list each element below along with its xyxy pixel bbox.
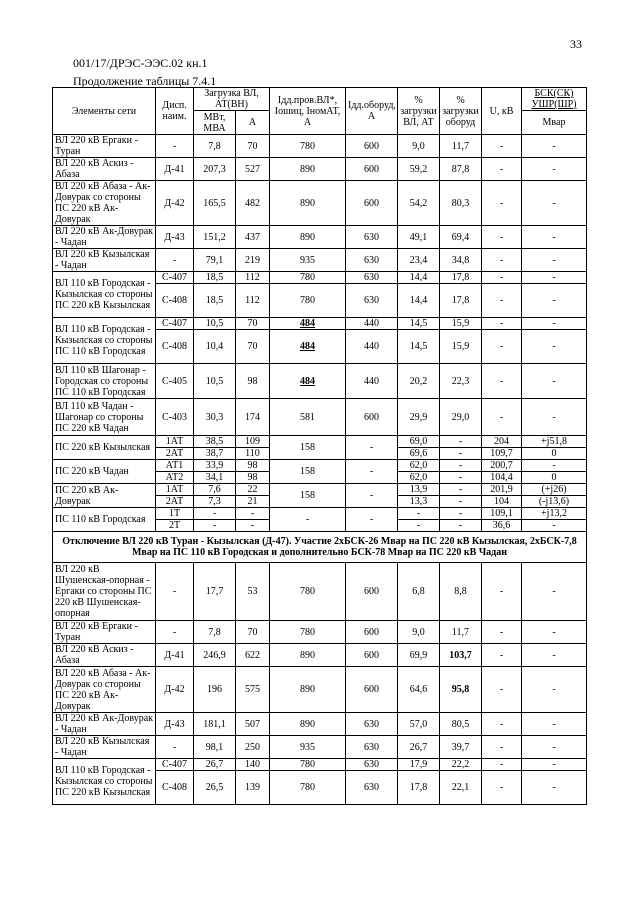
cell-mw: 38,7 bbox=[194, 448, 236, 460]
cell-mw: 7,8 bbox=[194, 621, 236, 644]
cell-element: ПС 110 кВ Городская bbox=[53, 508, 156, 532]
table-row bbox=[53, 759, 587, 771]
cell-mw: 38,5 bbox=[194, 436, 236, 448]
cell-disp: 2АТ bbox=[156, 496, 194, 508]
cell-a: 482 bbox=[236, 181, 270, 226]
cell-disp: 2АТ bbox=[156, 448, 194, 460]
cell-a: 527 bbox=[236, 158, 270, 181]
cell-voltage: - bbox=[482, 621, 522, 644]
cell-idd-prov: 780 bbox=[270, 272, 346, 284]
cell-idd-prov: 581 bbox=[270, 399, 346, 436]
cell-pct-oborud: - bbox=[440, 436, 482, 448]
cell-idd-prov: - bbox=[270, 508, 346, 532]
header-pct-oborud: % загрузки оборуд bbox=[440, 88, 482, 135]
header-disp: Дисп. наим. bbox=[156, 88, 194, 135]
cell-a: 174 bbox=[236, 399, 270, 436]
cell-element: ВЛ 220 кВ Абаза - Ак-Довурак со стороны ПС 220 кВ Ак-Довурак bbox=[53, 667, 156, 713]
cell-pct-vl: - bbox=[398, 520, 440, 532]
cell-element: ВЛ 220 кВ Абаза - Ак-Довурак со стороны ПС 220 кВ Ак-Довурак bbox=[53, 181, 156, 226]
cell-voltage: - bbox=[482, 759, 522, 771]
cell-a: 109 bbox=[236, 436, 270, 448]
cell-pct-oborud: 15,9 bbox=[440, 330, 482, 364]
cell-mvar: - bbox=[522, 667, 587, 713]
cell-voltage: - bbox=[482, 667, 522, 713]
cell-element: ВЛ 220 кВ Ергаки - Туран bbox=[53, 135, 156, 158]
cell-mvar: - bbox=[522, 364, 587, 399]
cell-voltage: 109,1 bbox=[482, 508, 522, 520]
cell-mvar: - bbox=[522, 644, 587, 667]
cell-element: ПС 220 кВ Ак-Довурак bbox=[53, 484, 156, 508]
cell-element: ВЛ 220 кВ Кызылская - Чадан bbox=[53, 249, 156, 272]
cell-voltage: - bbox=[482, 249, 522, 272]
cell-pct-vl: 62,0 bbox=[398, 460, 440, 472]
cell-idd-oborud: 600 bbox=[346, 644, 398, 667]
cell-idd-prov: 484 bbox=[270, 364, 346, 399]
table-row bbox=[53, 621, 587, 644]
cell-voltage: 204 bbox=[482, 436, 522, 448]
table-row bbox=[53, 460, 587, 472]
cell-pct-vl: 17,9 bbox=[398, 759, 440, 771]
cell-pct-vl: 69,0 bbox=[398, 436, 440, 448]
cell-idd-oborud: 630 bbox=[346, 272, 398, 284]
cell-idd-prov: 890 bbox=[270, 181, 346, 226]
cell-pct-oborud: 11,7 bbox=[440, 135, 482, 158]
cell-mvar: - bbox=[522, 621, 587, 644]
cell-a: 70 bbox=[236, 318, 270, 330]
cell-a: 139 bbox=[236, 771, 270, 805]
cell-mvar: - bbox=[522, 736, 587, 759]
cell-pct-oborud: - bbox=[440, 460, 482, 472]
cell-disp: 1АТ bbox=[156, 436, 194, 448]
cell-pct-oborud: 29,0 bbox=[440, 399, 482, 436]
cell-pct-vl: 59,2 bbox=[398, 158, 440, 181]
cell-idd-oborud: 440 bbox=[346, 364, 398, 399]
cell-voltage: - bbox=[482, 330, 522, 364]
cell-a: - bbox=[236, 520, 270, 532]
cell-pct-vl: 14,5 bbox=[398, 330, 440, 364]
cell-mvar: - bbox=[522, 226, 587, 249]
cell-mvar: +j13,2 bbox=[522, 508, 587, 520]
cell-idd-prov: 780 bbox=[270, 759, 346, 771]
cell-a: 70 bbox=[236, 135, 270, 158]
cell-pct-oborud: 87,8 bbox=[440, 158, 482, 181]
cell-pct-vl: 9,0 bbox=[398, 621, 440, 644]
cell-disp: - bbox=[156, 249, 194, 272]
cell-mw: 33,9 bbox=[194, 460, 236, 472]
table-row bbox=[53, 226, 587, 249]
cell-pct-vl: 9,0 bbox=[398, 135, 440, 158]
cell-disp: Д-43 bbox=[156, 713, 194, 736]
header-load-a: А bbox=[236, 111, 270, 135]
cell-mw: 10,5 bbox=[194, 364, 236, 399]
cell-pct-vl: 23,4 bbox=[398, 249, 440, 272]
cell-a: 140 bbox=[236, 759, 270, 771]
cell-mvar: - bbox=[522, 563, 587, 621]
cell-pct-oborud: 22,1 bbox=[440, 771, 482, 805]
cell-a: 70 bbox=[236, 330, 270, 364]
cell-idd-prov: 484 bbox=[270, 318, 346, 330]
cell-idd-oborud: 600 bbox=[346, 399, 398, 436]
cell-idd-prov: 890 bbox=[270, 158, 346, 181]
cell-a: 98 bbox=[236, 364, 270, 399]
cell-pct-oborud: - bbox=[440, 496, 482, 508]
cell-voltage: 109,7 bbox=[482, 448, 522, 460]
cell-a: 112 bbox=[236, 284, 270, 318]
cell-disp: С-403 bbox=[156, 399, 194, 436]
cell-idd-prov: 780 bbox=[270, 771, 346, 805]
cell-pct-oborud: - bbox=[440, 448, 482, 460]
cell-voltage: - bbox=[482, 399, 522, 436]
cell-pct-vl: - bbox=[398, 508, 440, 520]
cell-idd-prov: 158 bbox=[270, 460, 346, 484]
cell-idd-oborud: 600 bbox=[346, 158, 398, 181]
header-idd-prov: Iдд.пров.ВЛ*, Iошиц, IномАТ, А bbox=[270, 88, 346, 135]
cell-voltage: - bbox=[482, 135, 522, 158]
cell-pct-vl: 29,9 bbox=[398, 399, 440, 436]
header-voltage: U, кВ bbox=[482, 88, 522, 135]
cell-mw: 26,7 bbox=[194, 759, 236, 771]
cell-mw: 151,2 bbox=[194, 226, 236, 249]
cell-mw: 18,5 bbox=[194, 272, 236, 284]
table-row bbox=[53, 399, 587, 436]
table-row bbox=[53, 318, 587, 330]
cell-voltage: - bbox=[482, 771, 522, 805]
cell-a: 575 bbox=[236, 667, 270, 713]
cell-idd-oborud: 600 bbox=[346, 135, 398, 158]
table-row bbox=[53, 508, 587, 520]
cell-pct-oborud: 15,9 bbox=[440, 318, 482, 330]
cell-element: ВЛ 110 кВ Городская - Кызылская со стороны ПС 220 кВ Кызылская bbox=[53, 272, 156, 318]
cell-a: 112 bbox=[236, 272, 270, 284]
cell-mw: 10,4 bbox=[194, 330, 236, 364]
cell-a: 21 bbox=[236, 496, 270, 508]
table-caption: Продолжение таблицы 7.4.1 bbox=[73, 74, 217, 88]
cell-idd-oborud: 630 bbox=[346, 771, 398, 805]
cell-a: 437 bbox=[236, 226, 270, 249]
cell-pct-vl: 14,5 bbox=[398, 318, 440, 330]
cell-mvar: - bbox=[522, 272, 587, 284]
cell-idd-prov: 890 bbox=[270, 644, 346, 667]
cell-pct-oborud: - bbox=[440, 472, 482, 484]
cell-idd-prov: 780 bbox=[270, 621, 346, 644]
cell-voltage: 200,7 bbox=[482, 460, 522, 472]
table-row bbox=[53, 436, 587, 448]
cell-a: 22 bbox=[236, 484, 270, 496]
cell-disp: Д-42 bbox=[156, 181, 194, 226]
section-title: Отключение ВЛ 220 кВ Туран - Кызылская (Д-47). Участие 2хБСК-26 Мвар на ПС 220 кВ Кызылская, 2хБСК-7,8 Мвар на ПС 110 кВ Городская и дополнительно БСК-78 Мвар на ПС 220 кВ Чадан bbox=[53, 532, 587, 563]
cell-disp: - bbox=[156, 621, 194, 644]
cell-pct-oborud: - bbox=[440, 508, 482, 520]
cell-mvar: - bbox=[522, 318, 587, 330]
cell-element: ВЛ 110 кВ Шагонар - Городская со стороны ПС 110 кВ Городская bbox=[53, 364, 156, 399]
cell-idd-prov: 158 bbox=[270, 436, 346, 460]
cell-idd-oborud: 630 bbox=[346, 226, 398, 249]
cell-mvar: - bbox=[522, 249, 587, 272]
cell-mw: 7,8 bbox=[194, 135, 236, 158]
section-row bbox=[53, 532, 587, 563]
table-row bbox=[53, 249, 587, 272]
cell-mvar: +j51,8 bbox=[522, 436, 587, 448]
cell-voltage: - bbox=[482, 158, 522, 181]
cell-idd-oborud: 630 bbox=[346, 249, 398, 272]
cell-pct-vl: 62,0 bbox=[398, 472, 440, 484]
cell-pct-vl: 69,6 bbox=[398, 448, 440, 460]
cell-element: ВЛ 220 кВ Аскиз - Абаза bbox=[53, 644, 156, 667]
cell-pct-oborud: 69,4 bbox=[440, 226, 482, 249]
cell-element: ПС 220 кВ Чадан bbox=[53, 460, 156, 484]
cell-element: ВЛ 220 кВ Кызылская - Чадан bbox=[53, 736, 156, 759]
cell-idd-prov: 890 bbox=[270, 667, 346, 713]
cell-voltage: 201,9 bbox=[482, 484, 522, 496]
cell-a: 110 bbox=[236, 448, 270, 460]
load-table bbox=[52, 87, 587, 805]
cell-idd-oborud: 630 bbox=[346, 736, 398, 759]
cell-mvar: (-j13,6) bbox=[522, 496, 587, 508]
cell-pct-oborud: 11,7 bbox=[440, 621, 482, 644]
cell-mw: 7,6 bbox=[194, 484, 236, 496]
cell-mvar: - bbox=[522, 330, 587, 364]
cell-mw: - bbox=[194, 520, 236, 532]
header-bsk: БСК(СК) УШР(ШР) bbox=[522, 88, 587, 111]
cell-disp: С-407 bbox=[156, 272, 194, 284]
cell-mw: 207,3 bbox=[194, 158, 236, 181]
cell-idd-prov: 935 bbox=[270, 249, 346, 272]
cell-voltage: - bbox=[482, 713, 522, 736]
table-row bbox=[53, 667, 587, 713]
cell-a: 70 bbox=[236, 621, 270, 644]
cell-pct-vl: 64,6 bbox=[398, 667, 440, 713]
cell-disp: Д-41 bbox=[156, 644, 194, 667]
cell-mvar: (+j26) bbox=[522, 484, 587, 496]
cell-idd-oborud: 600 bbox=[346, 667, 398, 713]
cell-element: ВЛ 220 кВ Аскиз - Абаза bbox=[53, 158, 156, 181]
table-row bbox=[53, 272, 587, 284]
cell-element: ВЛ 220 кВ Ак-Довурак - Чадан bbox=[53, 226, 156, 249]
cell-idd-oborud: 600 bbox=[346, 563, 398, 621]
cell-pct-vl: 54,2 bbox=[398, 181, 440, 226]
page-number: 33 bbox=[570, 37, 582, 51]
cell-pct-vl: 26,7 bbox=[398, 736, 440, 759]
cell-idd-prov: 890 bbox=[270, 226, 346, 249]
document-reference: 001/17/ДРЭС-ЭЭС.02 кн.1 bbox=[73, 56, 208, 70]
cell-a: 622 bbox=[236, 644, 270, 667]
cell-mw: 17,7 bbox=[194, 563, 236, 621]
cell-mw: 98,1 bbox=[194, 736, 236, 759]
cell-voltage: - bbox=[482, 181, 522, 226]
cell-disp: Д-43 bbox=[156, 226, 194, 249]
cell-idd-oborud: 440 bbox=[346, 318, 398, 330]
table-row bbox=[53, 158, 587, 181]
cell-disp: - bbox=[156, 563, 194, 621]
cell-pct-oborud: 17,8 bbox=[440, 284, 482, 318]
cell-pct-vl: 14,4 bbox=[398, 272, 440, 284]
cell-element: ВЛ 220 кВ Шушенская-опорная - Ергаки со стороны ПС 220 кВ Шушенская-опорная bbox=[53, 563, 156, 621]
cell-mw: 10,5 bbox=[194, 318, 236, 330]
cell-a: 507 bbox=[236, 713, 270, 736]
table-row bbox=[53, 181, 587, 226]
cell-mw: 196 bbox=[194, 667, 236, 713]
cell-disp: АТ1 bbox=[156, 460, 194, 472]
cell-disp: 1АТ bbox=[156, 484, 194, 496]
cell-element: ВЛ 110 кВ Чадан - Шагонар со стороны ПС 220 кВ Чадан bbox=[53, 399, 156, 436]
cell-idd-oborud: 630 bbox=[346, 713, 398, 736]
cell-mw: - bbox=[194, 508, 236, 520]
cell-voltage: - bbox=[482, 318, 522, 330]
table-row bbox=[53, 364, 587, 399]
cell-pct-oborud: 34,8 bbox=[440, 249, 482, 272]
cell-element: ВЛ 220 кВ Ергаки - Туран bbox=[53, 621, 156, 644]
header-pct-vl: % загрузки ВЛ, АТ bbox=[398, 88, 440, 135]
cell-disp: 1Т bbox=[156, 508, 194, 520]
cell-element: ПС 220 кВ Кызылская bbox=[53, 436, 156, 460]
cell-idd-prov: 780 bbox=[270, 563, 346, 621]
table-row bbox=[53, 135, 587, 158]
cell-disp: С-407 bbox=[156, 318, 194, 330]
cell-a: 53 bbox=[236, 563, 270, 621]
cell-disp: С-408 bbox=[156, 284, 194, 318]
cell-pct-oborud: 39,7 bbox=[440, 736, 482, 759]
cell-pct-oborud: - bbox=[440, 484, 482, 496]
cell-a: 98 bbox=[236, 460, 270, 472]
cell-pct-oborud: 22,3 bbox=[440, 364, 482, 399]
cell-pct-oborud: - bbox=[440, 520, 482, 532]
cell-mw: 181,1 bbox=[194, 713, 236, 736]
cell-pct-oborud: 95,8 bbox=[440, 667, 482, 713]
cell-pct-vl: 57,0 bbox=[398, 713, 440, 736]
cell-voltage: 104 bbox=[482, 496, 522, 508]
cell-disp: С-408 bbox=[156, 330, 194, 364]
cell-mvar: - bbox=[522, 284, 587, 318]
cell-mvar: - bbox=[522, 181, 587, 226]
cell-voltage: - bbox=[482, 226, 522, 249]
cell-idd-prov: 484 bbox=[270, 330, 346, 364]
cell-voltage: - bbox=[482, 272, 522, 284]
cell-disp: - bbox=[156, 135, 194, 158]
table-row bbox=[53, 736, 587, 759]
cell-mvar: 0 bbox=[522, 448, 587, 460]
cell-mvar: - bbox=[522, 460, 587, 472]
table-row bbox=[53, 644, 587, 667]
cell-pct-oborud: 103,7 bbox=[440, 644, 482, 667]
cell-disp: Д-42 bbox=[156, 667, 194, 713]
cell-idd-oborud: - bbox=[346, 460, 398, 484]
cell-disp: С-405 bbox=[156, 364, 194, 399]
cell-mvar: - bbox=[522, 713, 587, 736]
cell-pct-vl: 6,8 bbox=[398, 563, 440, 621]
cell-mvar: 0 bbox=[522, 472, 587, 484]
table-row bbox=[53, 484, 587, 496]
cell-disp: С-408 bbox=[156, 771, 194, 805]
cell-idd-oborud: - bbox=[346, 436, 398, 460]
cell-pct-oborud: 17,8 bbox=[440, 272, 482, 284]
cell-idd-oborud: - bbox=[346, 484, 398, 508]
cell-pct-vl: 14,4 bbox=[398, 284, 440, 318]
cell-a: 250 bbox=[236, 736, 270, 759]
cell-a: - bbox=[236, 508, 270, 520]
cell-mvar: - bbox=[522, 135, 587, 158]
cell-pct-oborud: 80,3 bbox=[440, 181, 482, 226]
cell-mw: 246,9 bbox=[194, 644, 236, 667]
cell-idd-oborud: 600 bbox=[346, 621, 398, 644]
table-row bbox=[53, 563, 587, 621]
cell-voltage: - bbox=[482, 736, 522, 759]
cell-mvar: - bbox=[522, 520, 587, 532]
cell-idd-oborud: 630 bbox=[346, 284, 398, 318]
cell-voltage: 104,4 bbox=[482, 472, 522, 484]
header-idd-oborud: Iдд.оборуд, А bbox=[346, 88, 398, 135]
cell-mw: 7,3 bbox=[194, 496, 236, 508]
cell-a: 219 bbox=[236, 249, 270, 272]
cell-pct-vl: 13,9 bbox=[398, 484, 440, 496]
cell-mvar: - bbox=[522, 158, 587, 181]
cell-pct-vl: 49,1 bbox=[398, 226, 440, 249]
cell-idd-oborud: - bbox=[346, 508, 398, 532]
cell-voltage: - bbox=[482, 364, 522, 399]
cell-mw: 30,3 bbox=[194, 399, 236, 436]
cell-pct-vl: 13,3 bbox=[398, 496, 440, 508]
cell-idd-oborud: 630 bbox=[346, 759, 398, 771]
cell-disp: АТ2 bbox=[156, 472, 194, 484]
cell-pct-vl: 69,9 bbox=[398, 644, 440, 667]
cell-idd-oborud: 600 bbox=[346, 181, 398, 226]
cell-mw: 26,5 bbox=[194, 771, 236, 805]
cell-pct-oborud: 80,5 bbox=[440, 713, 482, 736]
cell-mw: 34,1 bbox=[194, 472, 236, 484]
cell-idd-prov: 780 bbox=[270, 135, 346, 158]
header-load: Загрузка ВЛ, АТ(ВН) bbox=[194, 88, 270, 111]
cell-element: ВЛ 220 кВ Ак-Довурак - Чадан bbox=[53, 713, 156, 736]
header-elements: Элементы сети bbox=[53, 88, 156, 135]
cell-pct-vl: 20,2 bbox=[398, 364, 440, 399]
cell-idd-prov: 780 bbox=[270, 284, 346, 318]
cell-mw: 165,5 bbox=[194, 181, 236, 226]
header-load-mw: МВт, МВА bbox=[194, 111, 236, 135]
cell-element: ВЛ 110 кВ Городская - Кызылская со стороны ПС 110 кВ Городская bbox=[53, 318, 156, 364]
cell-voltage: - bbox=[482, 284, 522, 318]
cell-pct-oborud: 22,2 bbox=[440, 759, 482, 771]
table-row bbox=[53, 713, 587, 736]
cell-element: ВЛ 110 кВ Городская - Кызылская со стороны ПС 220 кВ Кызылская bbox=[53, 759, 156, 805]
cell-voltage: - bbox=[482, 563, 522, 621]
cell-disp: Д-41 bbox=[156, 158, 194, 181]
cell-voltage: - bbox=[482, 644, 522, 667]
cell-disp: - bbox=[156, 736, 194, 759]
cell-idd-oborud: 440 bbox=[346, 330, 398, 364]
cell-idd-prov: 158 bbox=[270, 484, 346, 508]
cell-disp: 2Т bbox=[156, 520, 194, 532]
cell-pct-oborud: 8,8 bbox=[440, 563, 482, 621]
cell-idd-prov: 890 bbox=[270, 713, 346, 736]
cell-voltage: 36,6 bbox=[482, 520, 522, 532]
cell-disp: С-407 bbox=[156, 759, 194, 771]
cell-a: 98 bbox=[236, 472, 270, 484]
cell-mw: 18,5 bbox=[194, 284, 236, 318]
cell-mvar: - bbox=[522, 399, 587, 436]
header-mvar: Мвар bbox=[522, 111, 587, 135]
cell-mw: 79,1 bbox=[194, 249, 236, 272]
cell-mvar: - bbox=[522, 759, 587, 771]
cell-mvar: - bbox=[522, 771, 587, 805]
cell-pct-vl: 17,8 bbox=[398, 771, 440, 805]
cell-idd-prov: 935 bbox=[270, 736, 346, 759]
